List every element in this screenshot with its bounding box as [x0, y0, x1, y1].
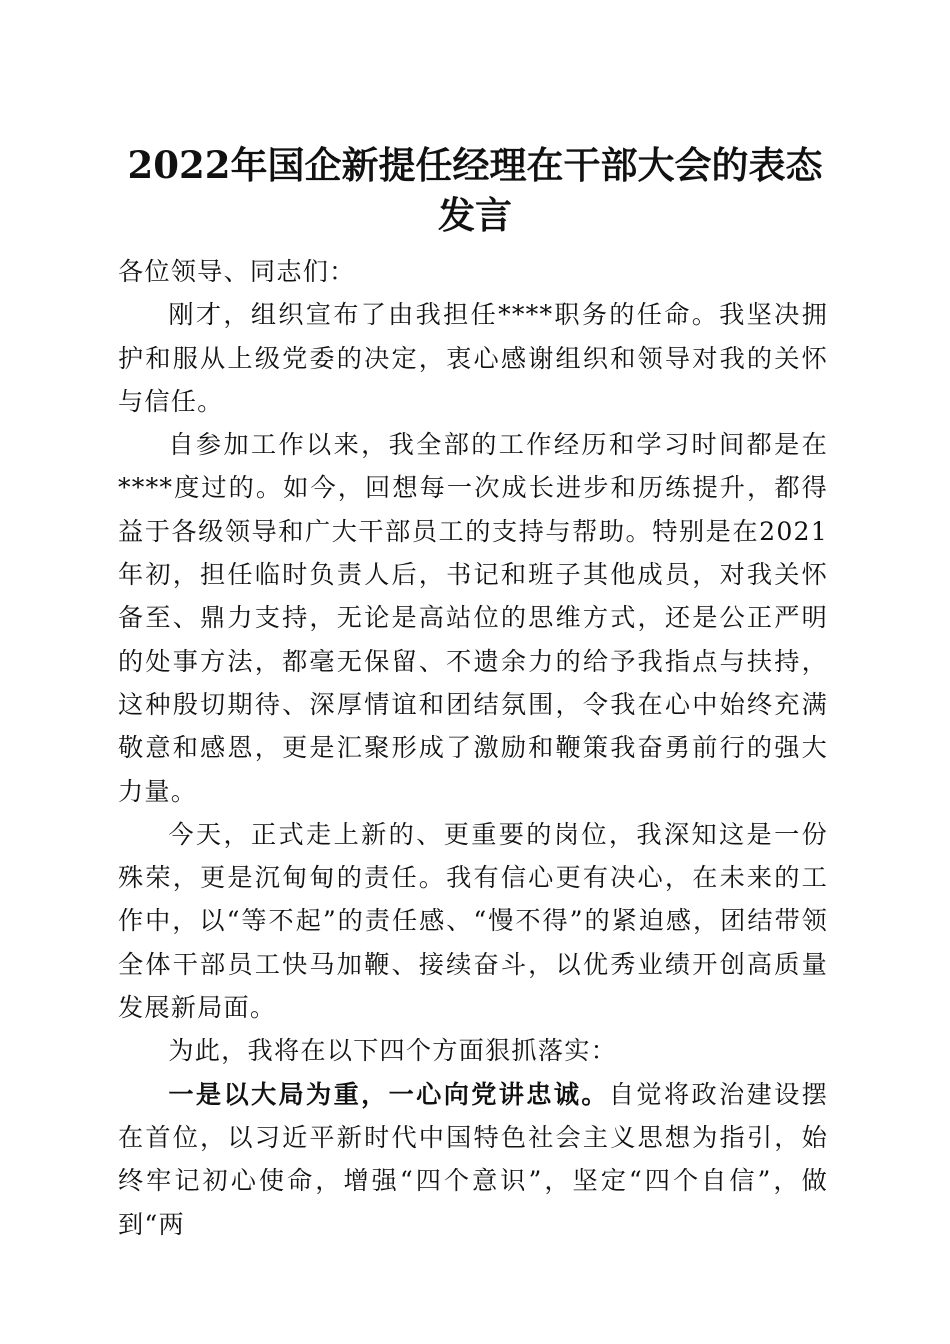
- document-title: 2022年国企新提任经理在干部大会的表态发言: [127, 143, 823, 237]
- paragraph-point-one: [118, 1073, 828, 1246]
- point-one-text: 自觉将政治建设摆在首位，以习近平新时代中国特色社会主义思想为指引，始终牢记初心使命，增强“四个意识”，坚定“四个自信”，做到“两: [118, 1079, 828, 1239]
- point-one-heading: 一是以大局为重，一心向党讲忠诚。: [168, 1078, 609, 1109]
- document-body: [118, 250, 828, 1246]
- paragraph-appointment: 刚才，组织宣布了由我担任****职务的任命。我坚决拥护和服从上级党委的决定，衷心感谢组织和领导对我的关怀与信任。: [118, 300, 828, 416]
- paragraph-commitment: 今天，正式走上新的、更重要的岗位，我深知这是一份殊荣，更是沉甸甸的责任。我有信心更有决心，在未来的工作中，以“等不起”的责任感、“慢不得”的紧迫感，团结带领全体干部员工快马加鞭、接续奋斗，以优秀业绩开创高质量发展新局面。: [118, 819, 828, 1023]
- paragraph-four-aspects: 为此，我将在以下四个方面狠抓落实：: [168, 1036, 617, 1066]
- salutation: 各位领导、同志们：: [118, 257, 356, 286]
- paragraph-experience: 自参加工作以来，我全部的工作经历和学习时间都是在****度过的。如今，回想每一次成长进步和历练提升，都得益于各级领导和广大干部员工的支持与帮助。特别是在2021年初，担任临时负责人后，书记和班子其他成员，对我关怀备至、鼎力支持，无论是高站位的思维方式，还是公正严明的处事方法，都毫无保留、不遗余力的给予我指点与扶持，这种殷切期待、深厚情谊和团结氛围，令我在心中始终充满敬意和感恩，更是汇聚形成了激励和鞭策我奋勇前行的强大力量。: [118, 430, 828, 806]
